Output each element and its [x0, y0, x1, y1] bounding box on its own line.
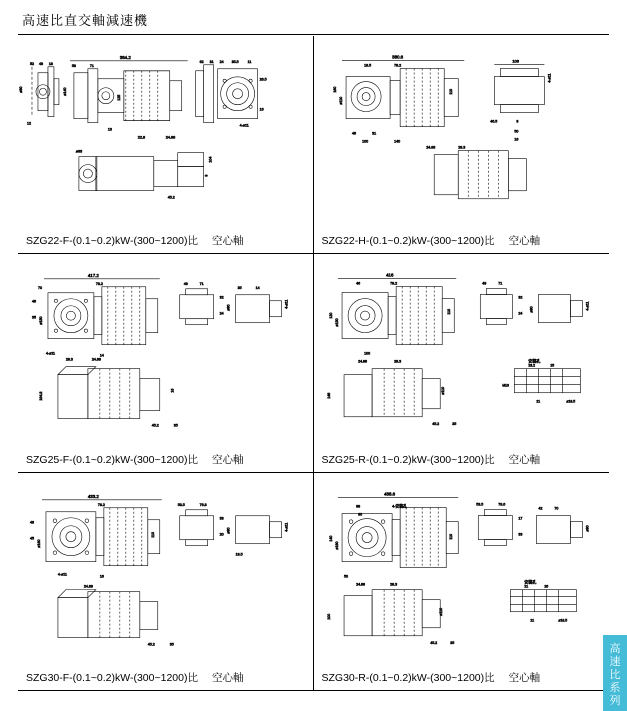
svg-text:45.2: 45.2	[147, 642, 155, 647]
svg-text:ø160: ø160	[36, 539, 41, 548]
svg-text:35: 35	[451, 422, 456, 427]
svg-text:35: 35	[173, 423, 178, 428]
svg-text:71: 71	[497, 281, 502, 286]
svg-text:ø110: ø110	[338, 96, 343, 105]
side-tab-char-2: 比	[609, 669, 621, 681]
svg-text:9: 9	[515, 119, 518, 124]
product-cell-szg30-r[interactable]	[314, 473, 610, 691]
svg-text:49: 49	[29, 520, 34, 525]
svg-text:33: 33	[517, 532, 522, 537]
svg-text:ø160: ø160	[334, 541, 339, 550]
svg-text:12: 12	[26, 121, 31, 126]
title-divider	[18, 34, 609, 35]
svg-text:ø18.5: ø18.5	[557, 618, 567, 623]
svg-text:140: 140	[328, 535, 333, 542]
side-tab-char-4: 列	[609, 695, 621, 707]
svg-text:78.2: 78.2	[393, 63, 401, 68]
svg-text:24: 24	[517, 311, 522, 316]
svg-text:28.3: 28.3	[389, 582, 397, 587]
svg-text:120: 120	[328, 312, 333, 319]
svg-text:18.5: 18.5	[363, 63, 371, 68]
svg-text:安裝孔: 安裝孔	[523, 579, 536, 585]
svg-text:21: 21	[535, 400, 540, 405]
svg-text:28.3: 28.3	[457, 145, 465, 150]
svg-text:4-ø11: 4-ø11	[284, 522, 289, 532]
svg-text:98: 98	[355, 504, 360, 509]
svg-text:4-ø11: 4-ø11	[45, 351, 56, 356]
technical-drawing-szg25-f	[18, 254, 313, 453]
svg-text:146: 146	[326, 393, 331, 400]
product-cell-szg22-f[interactable]	[18, 36, 314, 254]
svg-text:安裝孔: 安裝孔	[527, 359, 540, 365]
svg-text:45.2: 45.2	[431, 422, 439, 427]
svg-text:4-ø11: 4-ø11	[57, 572, 68, 577]
svg-text:24.88: 24.88	[83, 584, 93, 589]
svg-text:35: 35	[237, 286, 242, 291]
caption-text: SZG25-F-(0.1~0.2)kW-(300~1200)比	[26, 453, 198, 466]
svg-text:125: 125	[116, 94, 121, 101]
svg-text:4-ø11: 4-ø11	[239, 123, 249, 128]
caption-suffix: 空心軸	[508, 235, 541, 248]
svg-text:46.5: 46.5	[489, 119, 497, 124]
svg-text:416: 416	[385, 272, 393, 278]
svg-text:16: 16	[259, 107, 264, 112]
svg-text:16: 16	[513, 137, 518, 142]
svg-text:100: 100	[326, 613, 331, 620]
technical-drawing-szg25-r	[314, 254, 610, 453]
svg-text:164.8: 164.8	[38, 391, 43, 401]
svg-text:14: 14	[255, 286, 260, 291]
svg-text:ø90: ø90	[226, 527, 231, 534]
svg-text:14: 14	[99, 353, 104, 358]
svg-text:160: 160	[332, 86, 337, 93]
svg-text:24.88: 24.88	[165, 135, 176, 140]
svg-text:35: 35	[449, 640, 454, 645]
svg-text:20: 20	[219, 532, 224, 537]
svg-text:ø93: ø93	[75, 149, 83, 154]
caption-szg25-r	[322, 452, 541, 467]
svg-text:380.6: 380.6	[391, 54, 403, 60]
svg-text:70: 70	[553, 506, 558, 511]
svg-text:70: 70	[37, 286, 42, 291]
product-grid	[18, 36, 609, 691]
svg-text:33: 33	[219, 516, 224, 521]
svg-text:50: 50	[343, 574, 348, 579]
caption-suffix: 空心軸	[211, 453, 244, 466]
svg-text:49: 49	[183, 282, 188, 287]
svg-text:103: 103	[511, 58, 519, 64]
product-cell-szg22-h[interactable]	[314, 36, 610, 254]
svg-text:100: 100	[363, 351, 370, 356]
technical-drawing-szg22-f	[18, 36, 313, 235]
caption-suffix: 空心軸	[211, 235, 244, 248]
svg-text:ø18.5: ø18.5	[565, 400, 575, 405]
svg-text:24.88: 24.88	[357, 360, 367, 365]
svg-text:9: 9	[204, 174, 209, 177]
side-tab-series[interactable]	[603, 635, 627, 711]
svg-text:42: 42	[537, 506, 542, 511]
caption-szg22-f	[26, 233, 243, 248]
svg-text:21: 21	[523, 584, 528, 589]
technical-drawing-szg30-f	[18, 473, 313, 672]
page-title: 高速比直交軸減速機	[22, 13, 149, 28]
svg-text:ø140: ø140	[62, 87, 67, 96]
svg-text:104: 104	[208, 156, 213, 163]
svg-text:35: 35	[169, 642, 174, 647]
product-cell-szg25-f[interactable]	[18, 254, 314, 472]
caption-suffix: 空心軸	[508, 453, 541, 466]
svg-text:140: 140	[393, 139, 400, 144]
svg-text:26.5: 26.5	[259, 77, 267, 82]
caption-suffix: 空心軸	[211, 671, 244, 684]
svg-text:ø150: ø150	[334, 318, 339, 327]
svg-text:35: 35	[31, 316, 36, 321]
svg-text:31: 31	[371, 131, 376, 136]
product-cell-szg30-f[interactable]	[18, 473, 314, 691]
svg-text:50: 50	[513, 129, 518, 134]
technical-drawing-szg22-h	[314, 36, 610, 235]
svg-text:4-安裝孔: 4-安裝孔	[391, 504, 407, 509]
caption-text: SZG22-H-(0.1~0.2)kW-(300~1200)比	[321, 235, 495, 248]
svg-text:78.2: 78.2	[95, 282, 103, 287]
caption-text: SZG30-F-(0.1~0.2)kW-(300~1200)比	[26, 671, 198, 684]
svg-text:ø90: ø90	[528, 306, 533, 313]
svg-text:110: 110	[150, 531, 155, 538]
technical-drawing-szg30-r	[314, 473, 610, 672]
svg-text:45.2: 45.2	[167, 195, 175, 200]
product-cell-szg25-r[interactable]	[314, 254, 610, 472]
svg-text:28.3: 28.3	[393, 360, 401, 365]
svg-text:45: 45	[29, 536, 34, 541]
svg-text:24.88: 24.88	[355, 582, 365, 587]
svg-text:ø150: ø150	[38, 316, 43, 326]
svg-text:62: 62	[199, 59, 204, 64]
svg-text:ø110: ø110	[438, 607, 443, 616]
svg-text:45.2: 45.2	[429, 640, 437, 645]
svg-text:31: 31	[209, 59, 214, 64]
svg-text:35.5: 35.5	[231, 59, 239, 64]
svg-text:110: 110	[446, 309, 451, 315]
svg-text:433.2: 433.2	[87, 493, 99, 499]
side-tab-char-3: 系	[609, 682, 621, 694]
svg-text:18.5: 18.5	[235, 552, 243, 557]
svg-text:ø90: ø90	[584, 525, 589, 532]
svg-text:24.88: 24.88	[91, 357, 101, 362]
svg-text:4-ø11: 4-ø11	[546, 73, 551, 83]
caption-suffix: 空心軸	[508, 671, 541, 684]
svg-text:90: 90	[357, 512, 362, 517]
svg-text:71: 71	[89, 63, 94, 68]
svg-text:46: 46	[355, 281, 360, 286]
svg-text:21: 21	[529, 618, 534, 623]
svg-text:438.6: 438.6	[383, 491, 395, 497]
svg-text:11: 11	[247, 59, 252, 64]
svg-text:18: 18	[48, 61, 53, 66]
svg-text:110: 110	[448, 88, 453, 95]
svg-text:4-ø11: 4-ø11	[584, 301, 589, 311]
svg-text:ø110: ø110	[440, 387, 445, 396]
svg-text:22.8: 22.8	[137, 135, 146, 140]
caption-text: SZG25-R-(0.1~0.2)kW-(300~1200)比	[321, 453, 495, 466]
svg-text:28.3: 28.3	[65, 357, 73, 362]
caption-szg22-h	[322, 233, 541, 248]
svg-text:52: 52	[29, 61, 34, 66]
svg-text:78.2: 78.2	[97, 502, 105, 507]
svg-text:16: 16	[170, 388, 175, 393]
caption-szg30-r	[322, 670, 541, 685]
svg-text:78.2: 78.2	[389, 281, 397, 286]
svg-text:417.2: 417.2	[87, 273, 99, 279]
svg-text:49: 49	[38, 61, 43, 66]
svg-text:45.2: 45.2	[151, 423, 159, 428]
caption-text: SZG30-R-(0.1~0.2)kW-(300~1200)比	[321, 671, 495, 684]
side-tab-char-0: 高	[609, 643, 621, 655]
svg-text:49: 49	[481, 281, 486, 286]
svg-text:M10: M10	[501, 384, 509, 389]
svg-text:ø90: ø90	[226, 304, 231, 312]
svg-text:53.5: 53.5	[475, 502, 483, 507]
svg-text:58: 58	[71, 63, 76, 68]
svg-text:78.6: 78.6	[497, 502, 505, 507]
svg-text:24: 24	[219, 312, 224, 317]
svg-text:16: 16	[99, 574, 104, 579]
svg-text:32: 32	[517, 295, 522, 300]
svg-text:53.5: 53.5	[177, 502, 185, 507]
svg-text:46: 46	[351, 131, 356, 136]
svg-text:110: 110	[448, 533, 453, 540]
side-tab-char-1: 速	[609, 656, 621, 668]
svg-text:4-ø11: 4-ø11	[284, 299, 289, 310]
caption-text: SZG22-F-(0.1~0.2)kW-(300~1200)比	[26, 235, 198, 248]
svg-text:24: 24	[219, 59, 224, 64]
svg-text:13: 13	[107, 127, 112, 132]
svg-text:23.2: 23.2	[527, 364, 535, 369]
svg-text:46: 46	[31, 300, 36, 305]
svg-text:24.88: 24.88	[425, 145, 435, 150]
svg-text:26: 26	[543, 584, 548, 589]
svg-text:17: 17	[517, 516, 522, 521]
svg-text:76.8: 76.8	[199, 502, 207, 507]
svg-text:25: 25	[549, 364, 554, 369]
caption-szg30-f	[26, 670, 243, 685]
svg-text:32: 32	[219, 296, 224, 301]
svg-text:100: 100	[361, 139, 368, 144]
caption-szg25-f	[26, 452, 243, 467]
svg-text:71: 71	[199, 282, 204, 287]
svg-text:364.2: 364.2	[119, 54, 131, 60]
svg-text:ø60: ø60	[18, 86, 23, 93]
